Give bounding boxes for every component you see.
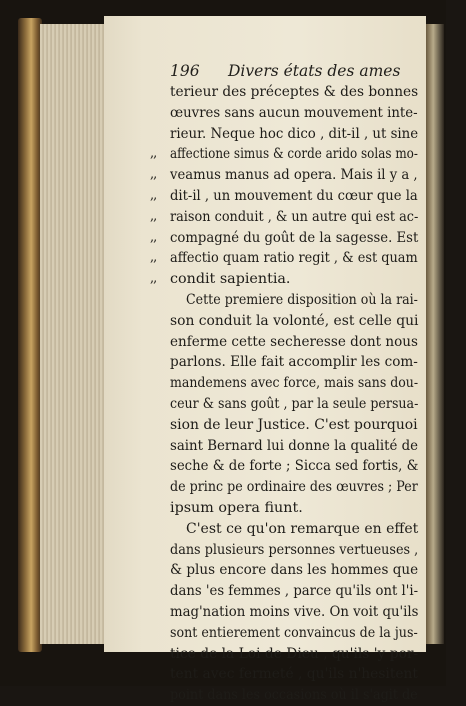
line-text: C'est ce qu'on remarque en effet [186, 520, 419, 537]
line-text: tice de la Loi de Dieu , qu'ils 'y por- [170, 645, 419, 662]
text-line [150, 165, 420, 186]
line-text: condit sapientia. [170, 271, 291, 288]
line-text: tent avec fermeté , qu'ils n'hesitent [170, 666, 418, 683]
line-text: seche & de forte ; Sicca sed fortis, & [170, 458, 419, 475]
page-number: 196 [170, 62, 200, 80]
line-text: sont entierement convaincus de la jus- [170, 624, 418, 641]
text-line [150, 581, 420, 602]
line-text: point dans les occasions où il s'agit de [170, 687, 418, 704]
line-text: œuvres sans aucun mouvement inte- [170, 104, 418, 121]
line-text: mag'nation moins vive. On voit qu'ils [170, 603, 419, 620]
text-line [150, 436, 420, 457]
text-line [150, 103, 420, 124]
line-text: raison conduit , & un autre qui est ac- [170, 208, 419, 225]
text-line [150, 456, 420, 477]
text-line [150, 311, 420, 332]
text-line [150, 623, 420, 644]
line-text: terieur des préceptes & des bonnes [170, 84, 419, 100]
quote-mark: ,, [150, 167, 157, 183]
text-line [150, 228, 420, 249]
text-line [150, 186, 420, 207]
text-line [150, 519, 420, 540]
line-text: compagné du goût de la sagesse. Est [170, 229, 419, 246]
quote-mark: ,, [150, 271, 157, 287]
text-line [150, 332, 420, 353]
line-text: & plus encore dans les hommes que [170, 562, 419, 579]
line-text: de princ pe ordinaire des œuvres ; Per [170, 479, 418, 496]
text-line [150, 685, 420, 706]
text-line [150, 602, 420, 623]
line-text: dans plusieurs personnes vertueuses , [170, 541, 419, 558]
line-text: ipsum opera fiunt. [170, 499, 303, 516]
line-text: affectione simus & corde arido solas mo- [170, 146, 418, 163]
quote-mark: ,, [150, 229, 157, 245]
text-line [150, 498, 420, 519]
quote-mark: ,, [150, 250, 157, 266]
quote-mark: ,, [150, 187, 157, 203]
line-text: parlons. Elle fait accomplir les com- [170, 354, 418, 371]
text-line [150, 394, 420, 415]
line-text: dans 'es femmes , parce qu'ils ont l'i- [170, 583, 419, 600]
text-line [150, 290, 420, 311]
text-line [150, 82, 420, 103]
line-text: rieur. Neque hoc dico , dit-il , ut sine [170, 125, 419, 142]
page-header [170, 62, 420, 82]
line-text: affectio quam ratio regit , & est quam [170, 250, 418, 267]
line-text: dit-il , un mouvement du cœur que la [170, 187, 418, 204]
text-line [150, 124, 420, 145]
page-text [150, 82, 420, 706]
text-line [150, 415, 420, 436]
text-line [150, 207, 420, 228]
line-text: enferme cette secheresse dont nous [170, 333, 418, 350]
text-line [150, 352, 420, 373]
line-text: sion de leur Justice. C'est pourquoi [170, 416, 418, 433]
text-line [150, 644, 420, 665]
text-line [150, 248, 420, 269]
text-line [150, 269, 420, 290]
running-title: Divers états des ames [228, 62, 401, 80]
text-line [150, 477, 420, 498]
text-line [150, 664, 420, 685]
line-text: ceur & sans goût , par la seule persua- [170, 395, 419, 412]
text-line [150, 540, 420, 561]
book-binding [18, 18, 42, 652]
line-text: saint Bernard lui donne la qualité de [170, 437, 419, 454]
quote-mark: ,, [150, 146, 157, 162]
text-line [150, 560, 420, 581]
line-text: mandemens avec force, mais sans dou- [170, 375, 419, 392]
text-line [150, 144, 420, 165]
line-text: son conduit la volonté, est celle qui [170, 312, 419, 329]
line-text: veamus manus ad opera. Mais il y a , [170, 167, 418, 184]
facing-page-edge [426, 24, 444, 644]
page-edges [40, 24, 106, 644]
line-text: Cette premiere disposition où la rai- [186, 291, 418, 308]
quote-mark: ,, [150, 208, 157, 224]
text-line [150, 373, 420, 394]
